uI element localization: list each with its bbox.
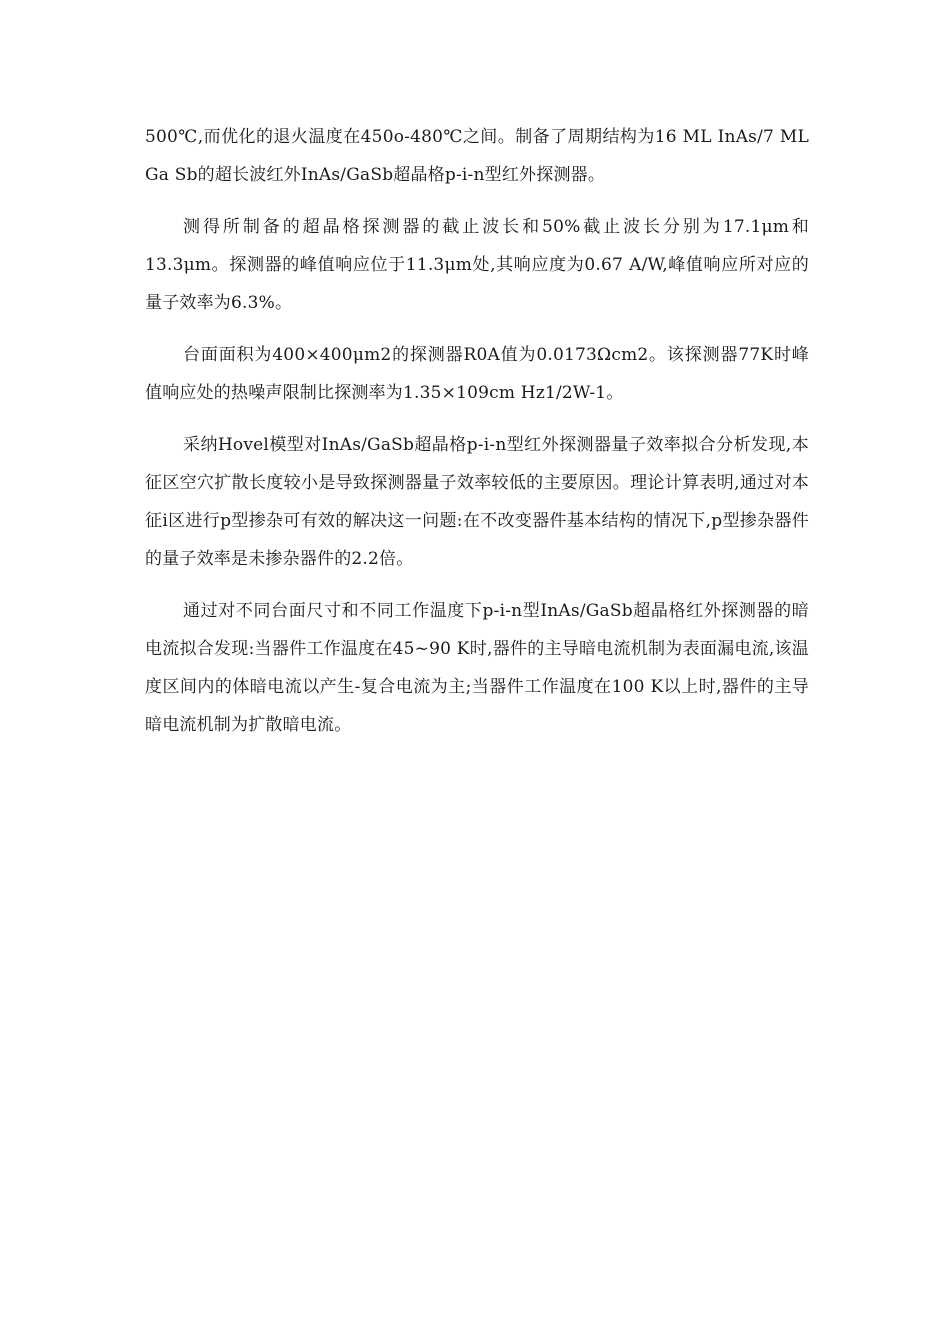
document-body xyxy=(145,118,809,758)
paragraph-3: 台面面积为400×400μm2的探测器R0A值为0.0173Ωcm2。该探测器77K时峰值响应处的热噪声限制比探测率为1.35×109cm Hz1/2W-1。 xyxy=(145,345,809,403)
paragraph-5: 通过对不同台面尺寸和不同工作温度下p-i-n型InAs/GaSb超晶格红外探测器的暗电流拟合发现:当器件工作温度在45~90 K时,器件的主导暗电流机制为表面漏电流,该温度区间内的体暗电流以产生-复合电流为主;当器件工作温度在100 K以上时,器件的主导暗电流机制为扩散暗电流。 xyxy=(145,601,809,735)
paragraph-2: 测得所制备的超晶格探测器的截止波长和50%截止波长分别为17.1μm和13.3μm。探测器的峰值响应位于11.3μm处,其响应度为0.67 A/W,峰值响应所对应的量子效率为6.3%。 xyxy=(145,217,809,313)
paragraph-4: 采纳Hovel模型对InAs/GaSb超晶格p-i-n型红外探测器量子效率拟合分析发现,本征区空穴扩散长度较小是导致探测器量子效率较低的主要原因。理论计算表明,通过对本征i区进行p型掺杂可有效的解决这一问题:在不改变器件基本结构的情况下,p型掺杂器件的量子效率是未掺杂器件的2.2倍。 xyxy=(145,435,809,569)
paragraph-1: 500℃,而优化的退火温度在450o-480℃之间。制备了周期结构为16 ML InAs/7 ML Ga Sb的超长波红外InAs/GaSb超晶格p-i-n型红外探测器。 xyxy=(145,127,809,185)
